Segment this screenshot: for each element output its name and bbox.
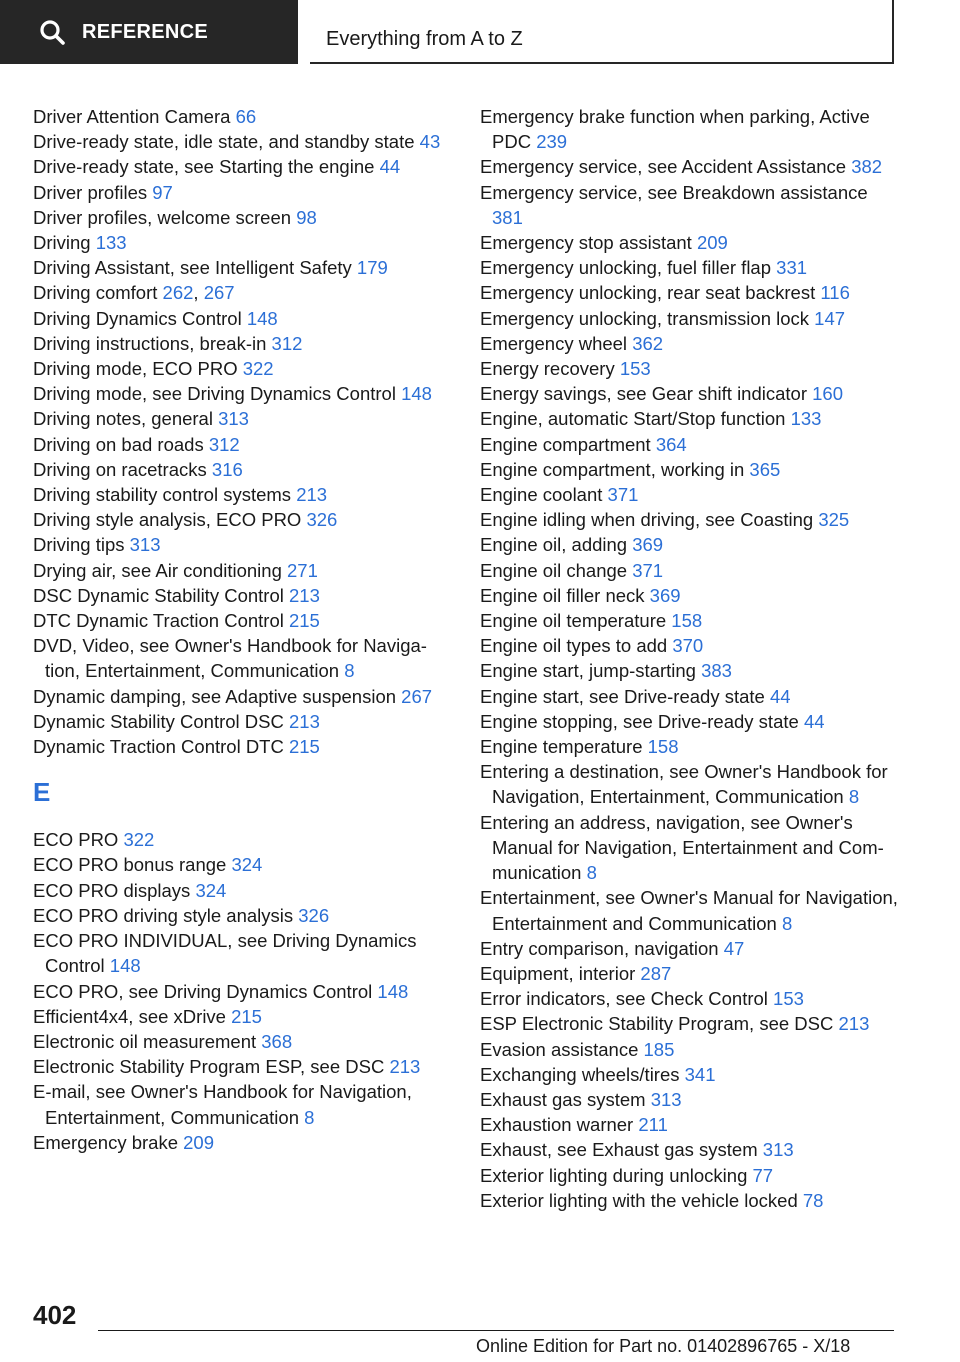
index-term: Drying air, see Air conditioning (33, 559, 287, 581)
page-link[interactable]: 316 (211, 458, 243, 480)
index-term: Equipment, interior (480, 962, 641, 984)
page-link[interactable]: 324 (231, 854, 263, 876)
index-entry (480, 1062, 900, 1087)
index-entry (33, 852, 443, 877)
index-term: Electronic oil measurement (33, 1030, 262, 1052)
page-link[interactable]: 158 (647, 736, 679, 758)
index-term: Driving mode, ECO PRO (33, 358, 243, 380)
index-term: Emergency wheel (480, 332, 633, 354)
page-link[interactable]: 364 (655, 433, 687, 455)
index-term: Emergency brake (33, 1131, 184, 1153)
index-term: ECO PRO (33, 829, 124, 851)
page-link[interactable]: 8 (781, 912, 793, 934)
page-link[interactable]: 116 (820, 282, 850, 304)
page-link[interactable]: 148 (401, 383, 432, 405)
index-term: Driver profiles (33, 181, 153, 203)
index-entry (33, 331, 443, 356)
index-column-left (33, 104, 443, 1155)
index-term: Entertainment, see Owner's Manual for Navigation, Entertainment and Communication (480, 887, 898, 934)
index-term: Entry comparison, navigation (480, 937, 724, 959)
index-entry (480, 608, 900, 633)
page-link[interactable]: 313 (762, 1139, 794, 1161)
page-link[interactable]: 148 (377, 980, 409, 1002)
index-entry (33, 205, 443, 230)
index-column-right (480, 104, 900, 1213)
reference-tab[interactable] (0, 0, 298, 64)
index-term: Emergency service, see Accident Assistance (480, 156, 852, 178)
index-term: Energy savings, see Gear shift indicator (480, 383, 813, 405)
page-link[interactable]: 326 (298, 904, 330, 926)
index-entry (480, 507, 900, 532)
index-term: Emergency service, see Breakdown assistance (480, 181, 868, 203)
index-term: Emergency brake function when parking, Active PDC (480, 106, 870, 153)
page-link[interactable]: 322 (123, 829, 155, 851)
page-link[interactable]: 326 (306, 509, 338, 531)
page-link[interactable]: 325 (818, 509, 850, 531)
index-entry (480, 1087, 900, 1112)
index-entry (480, 734, 900, 759)
index-entry (480, 255, 900, 280)
index-entry (480, 709, 900, 734)
page-link[interactable]: 213 (289, 710, 320, 732)
index-entry (33, 356, 443, 381)
index-term: Exhaustion warner (480, 1114, 639, 1136)
index-term: Engine oil temperature (480, 610, 672, 632)
index-term: Engine start, see Drive-ready state (480, 685, 770, 707)
page-link[interactable]: 322 (242, 358, 274, 380)
index-entry (480, 936, 900, 961)
page-link[interactable]: 160 (812, 383, 844, 405)
header-gap (298, 0, 310, 64)
index-term: ECO PRO INDIVIDUAL, see Driving Dynamics Control (33, 930, 417, 977)
page-link[interactable]: 213 (289, 584, 320, 606)
index-entry (33, 381, 443, 406)
index-term: Engine, automatic Start/Stop function (480, 408, 791, 430)
index-entry (33, 734, 443, 759)
index-entry (480, 810, 900, 886)
page-number: 402 (33, 1300, 77, 1330)
index-term: Driving comfort (33, 282, 163, 304)
index-term: Efficient4x4, see xDrive (33, 1005, 232, 1027)
page-link[interactable]: 267 (401, 685, 433, 707)
page-header (0, 0, 960, 66)
index-entry (480, 1188, 900, 1213)
page-link[interactable]: 383 (701, 660, 732, 682)
edition-text: Online Edition for Part no. 01402896765 - X/18 (476, 1336, 851, 1356)
page-link[interactable]: 148 (109, 955, 141, 977)
page-link[interactable]: 370 (672, 635, 704, 657)
index-term: Exterior lighting with the vehicle locked (480, 1189, 803, 1211)
index-entry (33, 1130, 443, 1155)
index-entry (480, 558, 900, 583)
page-link[interactable]: 78 (802, 1189, 824, 1211)
index-entry (33, 583, 443, 608)
index-term: Engine start, jump-starting (480, 660, 702, 682)
index-term: Exhaust, see Exhaust gas system (480, 1139, 763, 1161)
page-link[interactable]: 213 (389, 1056, 421, 1078)
index-entry (480, 658, 900, 683)
index-term: ECO PRO bonus range (33, 854, 232, 876)
index-term: Driving on bad roads (33, 433, 209, 455)
index-term: Engine stopping, see Drive-ready state (480, 710, 804, 732)
index-entry (33, 1004, 443, 1029)
index-entry (33, 532, 443, 557)
index-entry (33, 129, 443, 154)
index-term: Error indicators, see Check Control (480, 988, 774, 1010)
index-entry (33, 507, 443, 532)
page-link[interactable]: 8 (586, 862, 597, 884)
index-term: Exchanging wheels/tires (480, 1063, 685, 1085)
index-entry (33, 709, 443, 734)
index-term: Engine idling when driving, see Coasting (480, 509, 819, 531)
page-link[interactable]: 98 (296, 206, 317, 228)
index-term: Dynamic damping, see Adaptive suspension (33, 685, 402, 707)
index-term: Driving (33, 232, 96, 254)
index-term: Driver Attention Camera (33, 106, 236, 127)
page-link[interactable]: 213 (838, 1013, 870, 1035)
page-link[interactable]: 313 (218, 408, 249, 430)
index-entry (33, 230, 443, 255)
index-term: Driving stability control systems (33, 484, 297, 506)
search-icon (38, 18, 66, 46)
page-link[interactable]: 148 (246, 307, 278, 329)
index-term: Engine temperature (480, 736, 648, 758)
index-entry (33, 306, 443, 331)
page-link[interactable]: 44 (379, 156, 401, 178)
index-term: Emergency unlocking, fuel filler flap (480, 257, 777, 279)
index-entry (33, 608, 443, 633)
index-entry (480, 1137, 900, 1162)
index-entry (33, 104, 443, 129)
index-term: Entering an address, navigation, see Owner's Manual for Navigation, Entertainment and Communication (480, 811, 884, 884)
index-entry (33, 482, 443, 507)
page-link[interactable]: 312 (271, 332, 303, 354)
page-link[interactable]: 313 (129, 534, 161, 556)
index-entry (33, 878, 443, 903)
page-link[interactable]: 271 (287, 559, 318, 581)
index-term: Emergency stop assistant (480, 232, 697, 254)
page-link[interactable]: 371 (632, 559, 664, 581)
index-term: Emergency unlocking, rear seat backrest (480, 282, 821, 304)
index-entry (480, 961, 900, 986)
index-entry (480, 406, 900, 431)
page-link[interactable]: 153 (619, 358, 651, 380)
index-term: Drive-ready state, idle state, and standby state (33, 131, 420, 153)
index-entry (480, 482, 900, 507)
page-link[interactable]: 324 (195, 879, 227, 901)
index-entry (33, 633, 443, 683)
index-term: Engine compartment (480, 433, 656, 455)
index-term: Driving on racetracks (33, 458, 212, 480)
index-term: Driving mode, see Driving Dynamics Control (33, 383, 402, 405)
page-link[interactable]: 287 (640, 962, 672, 984)
page-link[interactable]: 262 (162, 282, 194, 304)
index-entry (480, 885, 900, 935)
index-term: E-mail, see Owner's Handbook for Navigation, Entertainment, Communication (33, 1081, 412, 1128)
index-entry (480, 280, 900, 305)
page-link[interactable]: 381 (492, 206, 523, 228)
page-link[interactable]: 43 (419, 131, 441, 153)
index-entry (33, 979, 443, 1004)
index-entry (480, 1037, 900, 1062)
index-term: Energy recovery (480, 358, 620, 380)
page-link[interactable]: 8 (304, 1106, 315, 1128)
page-link[interactable]: 133 (95, 232, 127, 254)
page-link[interactable]: 239 (536, 131, 568, 153)
index-term: Engine oil filler neck (480, 584, 650, 606)
page-link[interactable]: 215 (288, 736, 320, 758)
page-link[interactable]: 179 (356, 257, 388, 279)
page-link[interactable]: 213 (296, 484, 328, 506)
index-entry (33, 457, 443, 482)
page-link[interactable]: 215 (231, 1005, 262, 1027)
index-term: Exterior lighting during unlocking (480, 1164, 753, 1186)
page-link[interactable]: 371 (607, 484, 639, 506)
index-term: Engine oil change (480, 559, 633, 581)
index-entry (480, 583, 900, 608)
index-entry (480, 633, 900, 658)
section-title: Everything from A to Z (326, 28, 523, 50)
index-entry (480, 532, 900, 557)
page-link[interactable]: 8 (848, 786, 860, 808)
index-term: Driving instructions, break-in (33, 332, 272, 354)
index-entry (33, 406, 443, 431)
index-term: ECO PRO, see Driving Dynamics Control (33, 980, 378, 1002)
index-entry (33, 255, 443, 280)
index-term: ECO PRO driving style analysis (33, 904, 299, 926)
index-entry (480, 986, 900, 1011)
index-entry (480, 432, 900, 457)
page-link[interactable]: 341 (684, 1063, 716, 1085)
page-link[interactable]: 313 (650, 1088, 682, 1110)
index-entry (480, 230, 900, 255)
index-term: Dynamic Traction Control DTC (33, 736, 289, 758)
index-list-e (33, 827, 443, 1155)
index-entry (33, 280, 443, 305)
page-link[interactable]: 158 (671, 610, 703, 632)
index-entry (480, 331, 900, 356)
index-term: Drive-ready state, see Starting the engine (33, 156, 380, 178)
page-link[interactable]: 185 (643, 1038, 675, 1060)
index-entry (33, 1054, 443, 1079)
index-entry (480, 381, 900, 406)
index-term: Entering a destination, see Owner's Handbook for Navigation, Entertainment, Communication (480, 761, 888, 808)
page-link[interactable]: 77 (752, 1164, 774, 1186)
index-term: Driving Dynamics Control (33, 307, 247, 329)
index-term: DVD, Video, see Owner's Handbook for Navigation, Entertainment, Communication (33, 635, 427, 682)
page-link[interactable]: 382 (851, 156, 883, 178)
page-link[interactable]: 44 (803, 710, 825, 732)
index-entry (33, 928, 443, 978)
index-entry (480, 457, 900, 482)
index-list-d (33, 104, 443, 759)
section-title-box (310, 0, 894, 64)
page-link[interactable]: 47 (723, 937, 745, 959)
index-entry (33, 1029, 443, 1054)
index-term: Engine coolant (480, 484, 608, 506)
page-link[interactable]: 153 (773, 988, 804, 1010)
index-term: Exhaust gas system (480, 1088, 651, 1110)
index-term: Driving notes, general (33, 408, 219, 430)
page-link[interactable]: 215 (288, 610, 320, 632)
index-entry (33, 154, 443, 179)
page-separator: , (193, 282, 204, 304)
page-link[interactable]: 97 (152, 181, 173, 203)
index-term: ESP Electronic Stability Program, see DSC (480, 1013, 839, 1035)
page-link[interactable]: 312 (208, 433, 240, 455)
index-term: ECO PRO displays (33, 879, 196, 901)
page-link[interactable]: 331 (776, 257, 808, 279)
index-term: Engine oil, adding (480, 534, 633, 556)
page-link[interactable]: 369 (632, 534, 664, 556)
section-letter-e: E (33, 777, 51, 808)
index-entry (480, 1011, 900, 1036)
index-entry (480, 104, 900, 154)
page-link[interactable]: 362 (632, 332, 664, 354)
page-link[interactable]: 209 (696, 232, 728, 254)
index-entry (33, 432, 443, 457)
index-list-e-continued (480, 104, 900, 1213)
index-entry (480, 306, 900, 331)
index-entry (33, 827, 443, 852)
index-term: Dynamic Stability Control DSC (33, 710, 289, 732)
index-entry (480, 1163, 900, 1188)
index-term: Driving style analysis, ECO PRO (33, 509, 307, 531)
index-term: Driving tips (33, 534, 130, 556)
index-term: DTC Dynamic Traction Control (33, 610, 289, 632)
footer-divider (98, 1330, 894, 1331)
index-entry (33, 903, 443, 928)
index-entry (480, 1112, 900, 1137)
page-link[interactable]: 66 (235, 106, 257, 127)
index-entry (480, 684, 900, 709)
index-entry (33, 1079, 443, 1129)
page-link[interactable]: 8 (344, 660, 355, 682)
page-link[interactable]: 211 (638, 1114, 668, 1136)
index-entry (33, 684, 443, 709)
index-term: Emergency unlocking, transmission lock (480, 307, 815, 329)
index-term: Engine oil types to add (480, 635, 673, 657)
index-term: Driving Assistant, see Intelligent Safety (33, 257, 357, 279)
page-link[interactable]: 209 (183, 1131, 214, 1153)
index-entry (480, 759, 900, 809)
index-entry (33, 558, 443, 583)
index-entry (480, 154, 900, 179)
page-link[interactable]: 133 (790, 408, 822, 430)
reference-tab-label: REFERENCE (82, 20, 209, 43)
index-term: Electronic Stability Program ESP, see DSC (33, 1056, 390, 1078)
index-term: Engine compartment, working in (480, 458, 750, 480)
page-link[interactable]: 365 (749, 458, 781, 480)
index-term: DSC Dynamic Stability Control (33, 584, 289, 606)
index-entry (480, 356, 900, 381)
page-link[interactable]: 267 (203, 282, 235, 304)
page-link[interactable]: 147 (814, 307, 846, 329)
index-entry (480, 180, 900, 230)
index-term: Driver profiles, welcome screen (33, 206, 297, 228)
index-term: Evasion assistance (480, 1038, 644, 1060)
index-entry (33, 180, 443, 205)
page-link[interactable]: 369 (649, 584, 681, 606)
page-link[interactable]: 44 (769, 685, 791, 707)
page-link[interactable]: 368 (261, 1030, 293, 1052)
